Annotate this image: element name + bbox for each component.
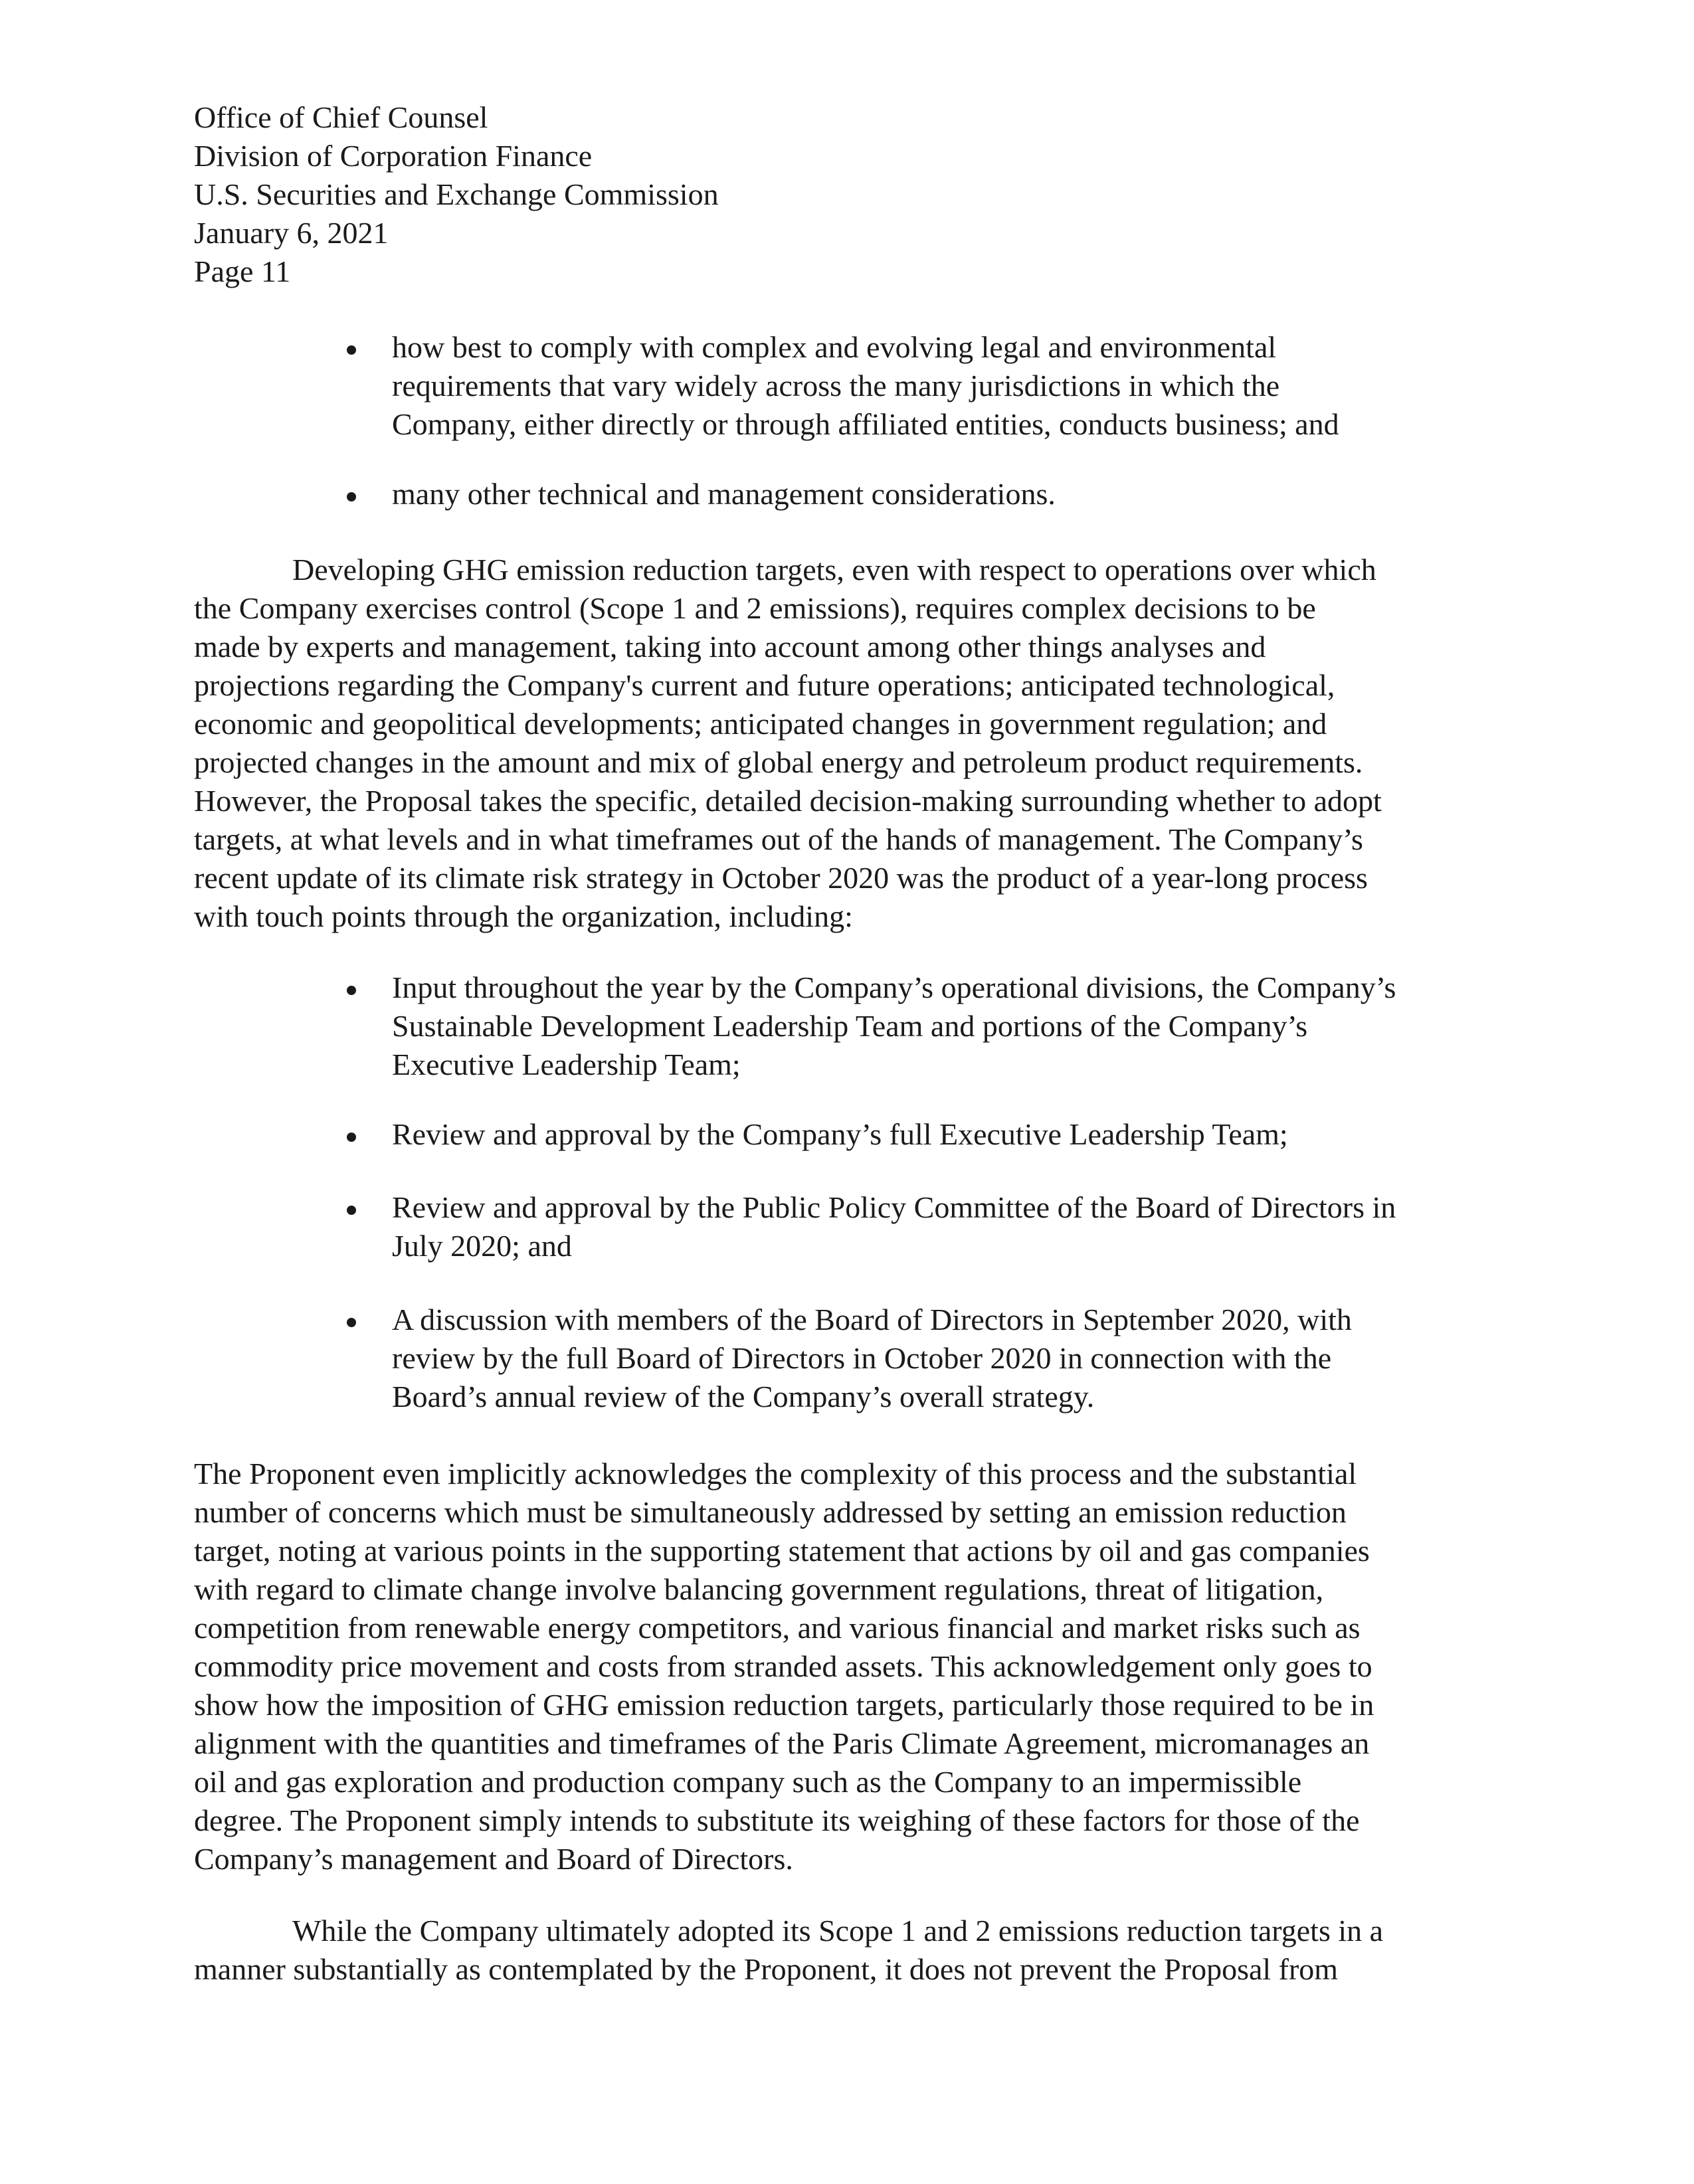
header-office: Office of Chief Counsel [194, 100, 488, 134]
bullet-icon [347, 345, 356, 355]
paragraph: Developing GHG emission reduction targets, even with respect to operations over which the Company exercises control (Scope 1 and 2 emissions), requires complex decisions to be made by experts and management, taking into account among other things analyses and projections regarding the Company's current and future operations; anticipated technological, economic and geopolitical developments; anticipated changes in government regulation; and projected changes in the amount and mix of global energy and petroleum product requirements. However, the Proposal takes the specific, detailed decision-making surrounding whether to adopt targets, at what levels and in what timeframes out of the hands of management. The Company’s recent update of its climate risk strategy in October 2020 was the product of a year-long process with touch points through the organization, including: [194, 553, 1382, 933]
bullet-icon [347, 986, 356, 995]
bullet-icon [347, 1206, 356, 1215]
bullet-item: Input throughout the year by the Company’s operational divisions, the Company’s Sustainable Development Leadership Team and portions of the Company’s Executive Leadership Team; [392, 970, 1396, 1081]
letter-header [194, 98, 719, 291]
bullet-item: many other technical and management considerations. [392, 477, 1056, 511]
header-division: Division of Corporation Finance [194, 139, 593, 173]
paragraph: The Proponent even implicitly acknowledges the complexity of this process and the substantial number of concerns which must be simultaneously addressed by setting an emission reduction target, noting at various points in the supporting statement that actions by oil and gas companies with regard to climate change involve balancing government regulations, threat of litigation, competition from renewable energy competitors, and various financial and market risks such as commodity price movement and costs from stranded assets. This acknowledgement only goes to show how the imposition of GHG emission reduction targets, particularly those required to be in alignment with the quantities and timeframes of the Paris Climate Agreement, micromanages an oil and gas exploration and production company such as the Company to an impermissible degree. The Proponent simply intends to substitute its weighing of these factors for those of the Company’s management and Board of Directors. [194, 1457, 1374, 1876]
header-commission: U.S. Securities and Exchange Commission [194, 177, 719, 211]
header-page-number: Page 11 [194, 254, 291, 288]
bullet-icon [347, 492, 356, 501]
bullet-item: how best to comply with complex and evolving legal and environmental requirements that vary widely across the many jurisdictions in which the Company, either directly or through affiliated entities, conducts business; and [392, 330, 1339, 441]
bullet-icon [347, 1133, 356, 1142]
bullet-icon [347, 1318, 356, 1327]
bullet-item: Review and approval by the Company’s full Executive Leadership Team; [392, 1117, 1288, 1151]
paragraph: While the Company ultimately adopted its Scope 1 and 2 emissions reduction targets in a manner substantially as contemplated by the Proponent, it does not prevent the Proposal from [194, 1914, 1384, 1986]
bullet-item: Review and approval by the Public Policy Committee of the Board of Directors in July 2020; and [392, 1190, 1396, 1263]
bullet-item: A discussion with members of the Board of Directors in September 2020, with review by the full Board of Directors in October 2020 in connection with the Board’s annual review of the Company’s overall strategy. [392, 1303, 1352, 1413]
header-date: January 6, 2021 [194, 216, 389, 250]
